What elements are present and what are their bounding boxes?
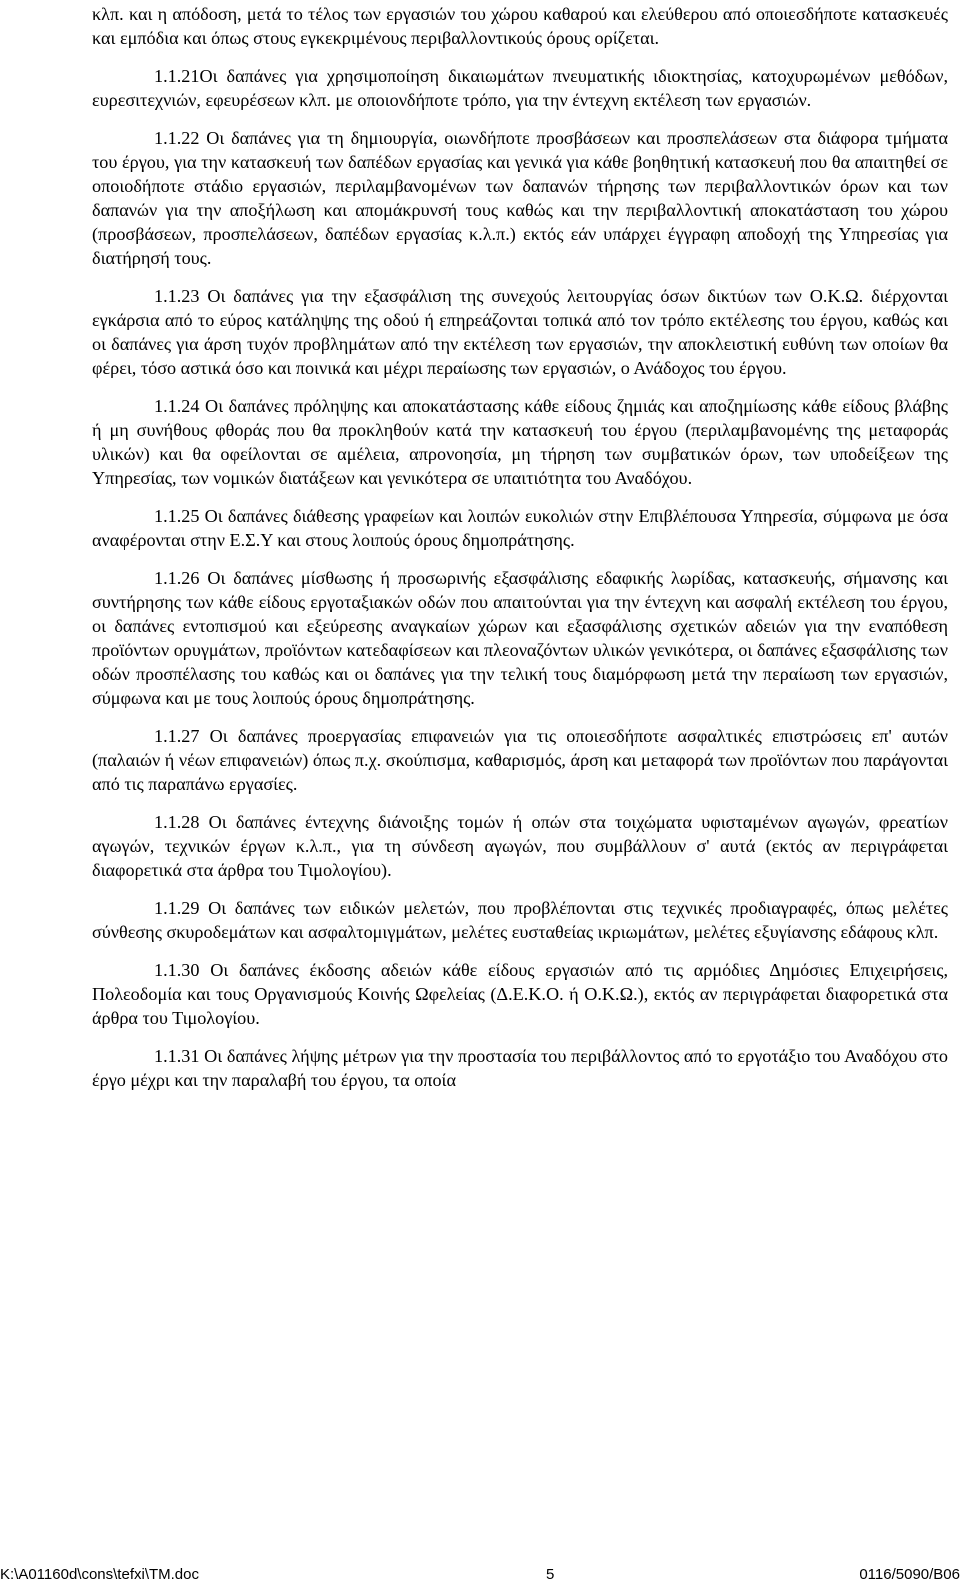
item-number: 1.1.24: [154, 396, 200, 416]
paragraph-1-1-28: [92, 810, 948, 882]
footer-file-path: K:\A01160d\cons\tefxi\TM.doc: [0, 1566, 199, 1583]
document-body: [92, 2, 948, 1106]
paragraph-text: Οι δαπάνες για χρησιμοποίηση δικαιωμάτων πνευματικής ιδιοκτησίας, κατοχυρωμένων μεθόδων, ευρεσιτεχνιών, εφευρέσεων κλπ. με οποιονδήποτε τρόπο, για την έντεχνη εκτέλεση των εργασιών.: [92, 66, 948, 110]
item-number: 1.1.27: [154, 726, 200, 746]
paragraph-1-1-31: [92, 1044, 948, 1092]
paragraph-1-1-22: [92, 126, 948, 270]
item-number: 1.1.30: [154, 960, 200, 980]
paragraph-1-1-25: [92, 504, 948, 552]
paragraph-continuation: [92, 2, 948, 50]
item-number: 1.1.26: [154, 568, 200, 588]
paragraph-text: Οι δαπάνες διάθεσης γραφείων και λοιπών ευκολιών στην Επιβλέπουσα Υπηρεσία, σύμφωνα με όσα αναφέρονται στην Ε.Σ.Υ και στους λοιπούς όρους δημοπράτησης.: [92, 506, 948, 550]
paragraph-text: Οι δαπάνες πρόληψης και αποκατάστασης κάθε είδους ζημιάς και αποζημίωσης κάθε είδους βλάβης ή μη συνήθους φθοράς που θα προκληθούν κατά την κατασκευή του έργου (περιλαμβανομένης της μεταφοράς υλικών) και θα οφείλονται σε αμέλεια, απρονοησία, μη τήρηση των συμβατικών όρων, των υποδείξεων της Υπηρεσίας, των νομικών διατάξεων και γενικότερα σε υπαιτιότητα του Αναδόχου.: [92, 396, 948, 488]
item-number: 1.1.28: [154, 812, 200, 832]
paragraph-text: κλπ. και η απόδοση, μετά το τέλος των εργασιών του χώρου καθαρού και ελεύθερου από οποιεσδήποτε κατασκευές και εμπόδια και όπως στους εγκεκριμένους περιβαλλοντικούς όρους ορίζεται.: [92, 4, 948, 48]
item-number: 1.1.25: [154, 506, 200, 526]
footer-page-number: 5: [546, 1566, 555, 1583]
paragraph-text: Οι δαπάνες των ειδικών μελετών, που προβλέπονται στις τεχνικές προδιαγραφές, όπως μελέτες σύνθεσης σκυροδεμάτων και ασφαλτομιγμάτων, μελέτες ευσταθείας ικριωμάτων, μελέτες εξυγίανσης εδάφους κλπ.: [92, 898, 948, 942]
paragraph-1-1-21: [92, 64, 948, 112]
paragraph-1-1-27: [92, 724, 948, 796]
paragraph-1-1-26: [92, 566, 948, 710]
paragraph-1-1-29: [92, 896, 948, 944]
page-footer: [0, 1565, 960, 1587]
item-number: 1.1.23: [154, 286, 200, 306]
item-number: 1.1.21: [154, 66, 200, 86]
item-number: 1.1.29: [154, 898, 200, 918]
footer-doc-code: 0116/5090/B06: [859, 1566, 960, 1583]
paragraph-text: Οι δαπάνες λήψης μέτρων για την προστασία του περιβάλλοντος από το εργοτάξιο του Αναδόχου στο έργο μέχρι και την παραλαβή του έργου, τα οποία: [92, 1046, 948, 1090]
paragraph-text: Οι δαπάνες προεργασίας επιφανειών για τις οποιεσδήποτε ασφαλτικές επιστρώσεις επ' αυτών (παλαιών ή νέων επιφανειών) όπως π.χ. σκούπισμα, καθαρισμός, άρση και μεταφορά των προϊόντων που παράγονται από τις παραπάνω εργασίες.: [92, 726, 948, 794]
item-number: 1.1.31: [154, 1046, 200, 1066]
paragraph-1-1-30: [92, 958, 948, 1030]
paragraph-text: Οι δαπάνες για τη δημιουργία, οιωνδήποτε προσβάσεων και προσπελάσεων στα διάφορα τμήματα του έργου, για την κατασκευή των δαπέδων εργασίας και γενικά για κάθε βοηθητική κατασκευή που θα απαιτηθεί σε οποιοδήποτε στάδιο εργασιών, περιλαμβανομένων των δαπανών τήρησης των περιβαλλοντικών όρων και των δαπανών για την αποξήλωση και απομάκρυνσή τους καθώς και την περιβαλλοντική αποκατάσταση του χώρου (προσβάσεων, προσπελάσεων, δαπέδων εργασίας κ.λ.π.) εκτός εάν υπάρχει έγγραφη αποδοχή της Υπηρεσίας για διατήρησή τους.: [92, 128, 948, 268]
item-number: 1.1.22: [154, 128, 200, 148]
paragraph-text: Οι δαπάνες έντεχνης διάνοιξης τομών ή οπών στα τοιχώματα υφισταμένων αγωγών, φρεατίων αγωγών, τεχνικών έργων κ.λ.π., για τη σύνδεση αγωγών, που συμβάλλουν σ' αυτά (εκτός αν περιγράφεται διαφορετικά στα άρθρα του Τιμολογίου).: [92, 812, 948, 880]
paragraph-text: Οι δαπάνες για την εξασφάλιση της συνεχούς λειτουργίας όσων δικτύων των Ο.Κ.Ω. διέρχονται εγκάρσια από το εύρος κατάληψης της οδού ή επηρεάζονται τοπικά από τον τρόπο εκτέλεσης του έργου, καθώς και οι δαπάνες για άρση τυχόν προβλημάτων από την εκτέλεση των εργασιών, την αποκλειστική ευθύνη των οποίων θα φέρει, τόσο αστικά όσο και ποινικά και μέχρι περαίωσης των εργασιών, ο Ανάδοχος του έργου.: [92, 286, 948, 378]
paragraph-text: Οι δαπάνες έκδοσης αδειών κάθε είδους εργασιών από τις αρμόδιες Δημόσιες Επιχειρήσεις, Πολεοδομία και τους Οργανισμούς Κοινής Ωφελείας (Δ.Ε.Κ.Ο. ή Ο.Κ.Ω.), εκτός αν περιγράφεται διαφορετικά στα άρθρα του Τιμολογίου.: [92, 960, 948, 1028]
paragraph-1-1-23: [92, 284, 948, 380]
paragraph-text: Οι δαπάνες μίσθωσης ή προσωρινής εξασφάλισης εδαφικής λωρίδας, κατασκευής, σήμανσης και συντήρησης των κάθε είδους εργοταξιακών οδών που απαιτούνται για την έντεχνη και ασφαλή εκτέλεση του έργου, οι δαπάνες εντοπισμού και εξεύρεσης αναγκαίων χώρων και εξασφάλισης σχετικών αδειών για την εναπόθεση προϊόντων ορυγμάτων, προϊόντων κατεδαφίσεων και πλεοναζόντων υλικών γενικότερα, οι δαπάνες εξασφάλισης των οδών προσπέλασης του καθώς και οι δαπάνες για την τελική τους διαμόρφωση μετά την περαίωση των εργασιών, σύμφωνα και με τους λοιπούς όρους δημοπράτησης.: [92, 568, 948, 708]
paragraph-1-1-24: [92, 394, 948, 490]
